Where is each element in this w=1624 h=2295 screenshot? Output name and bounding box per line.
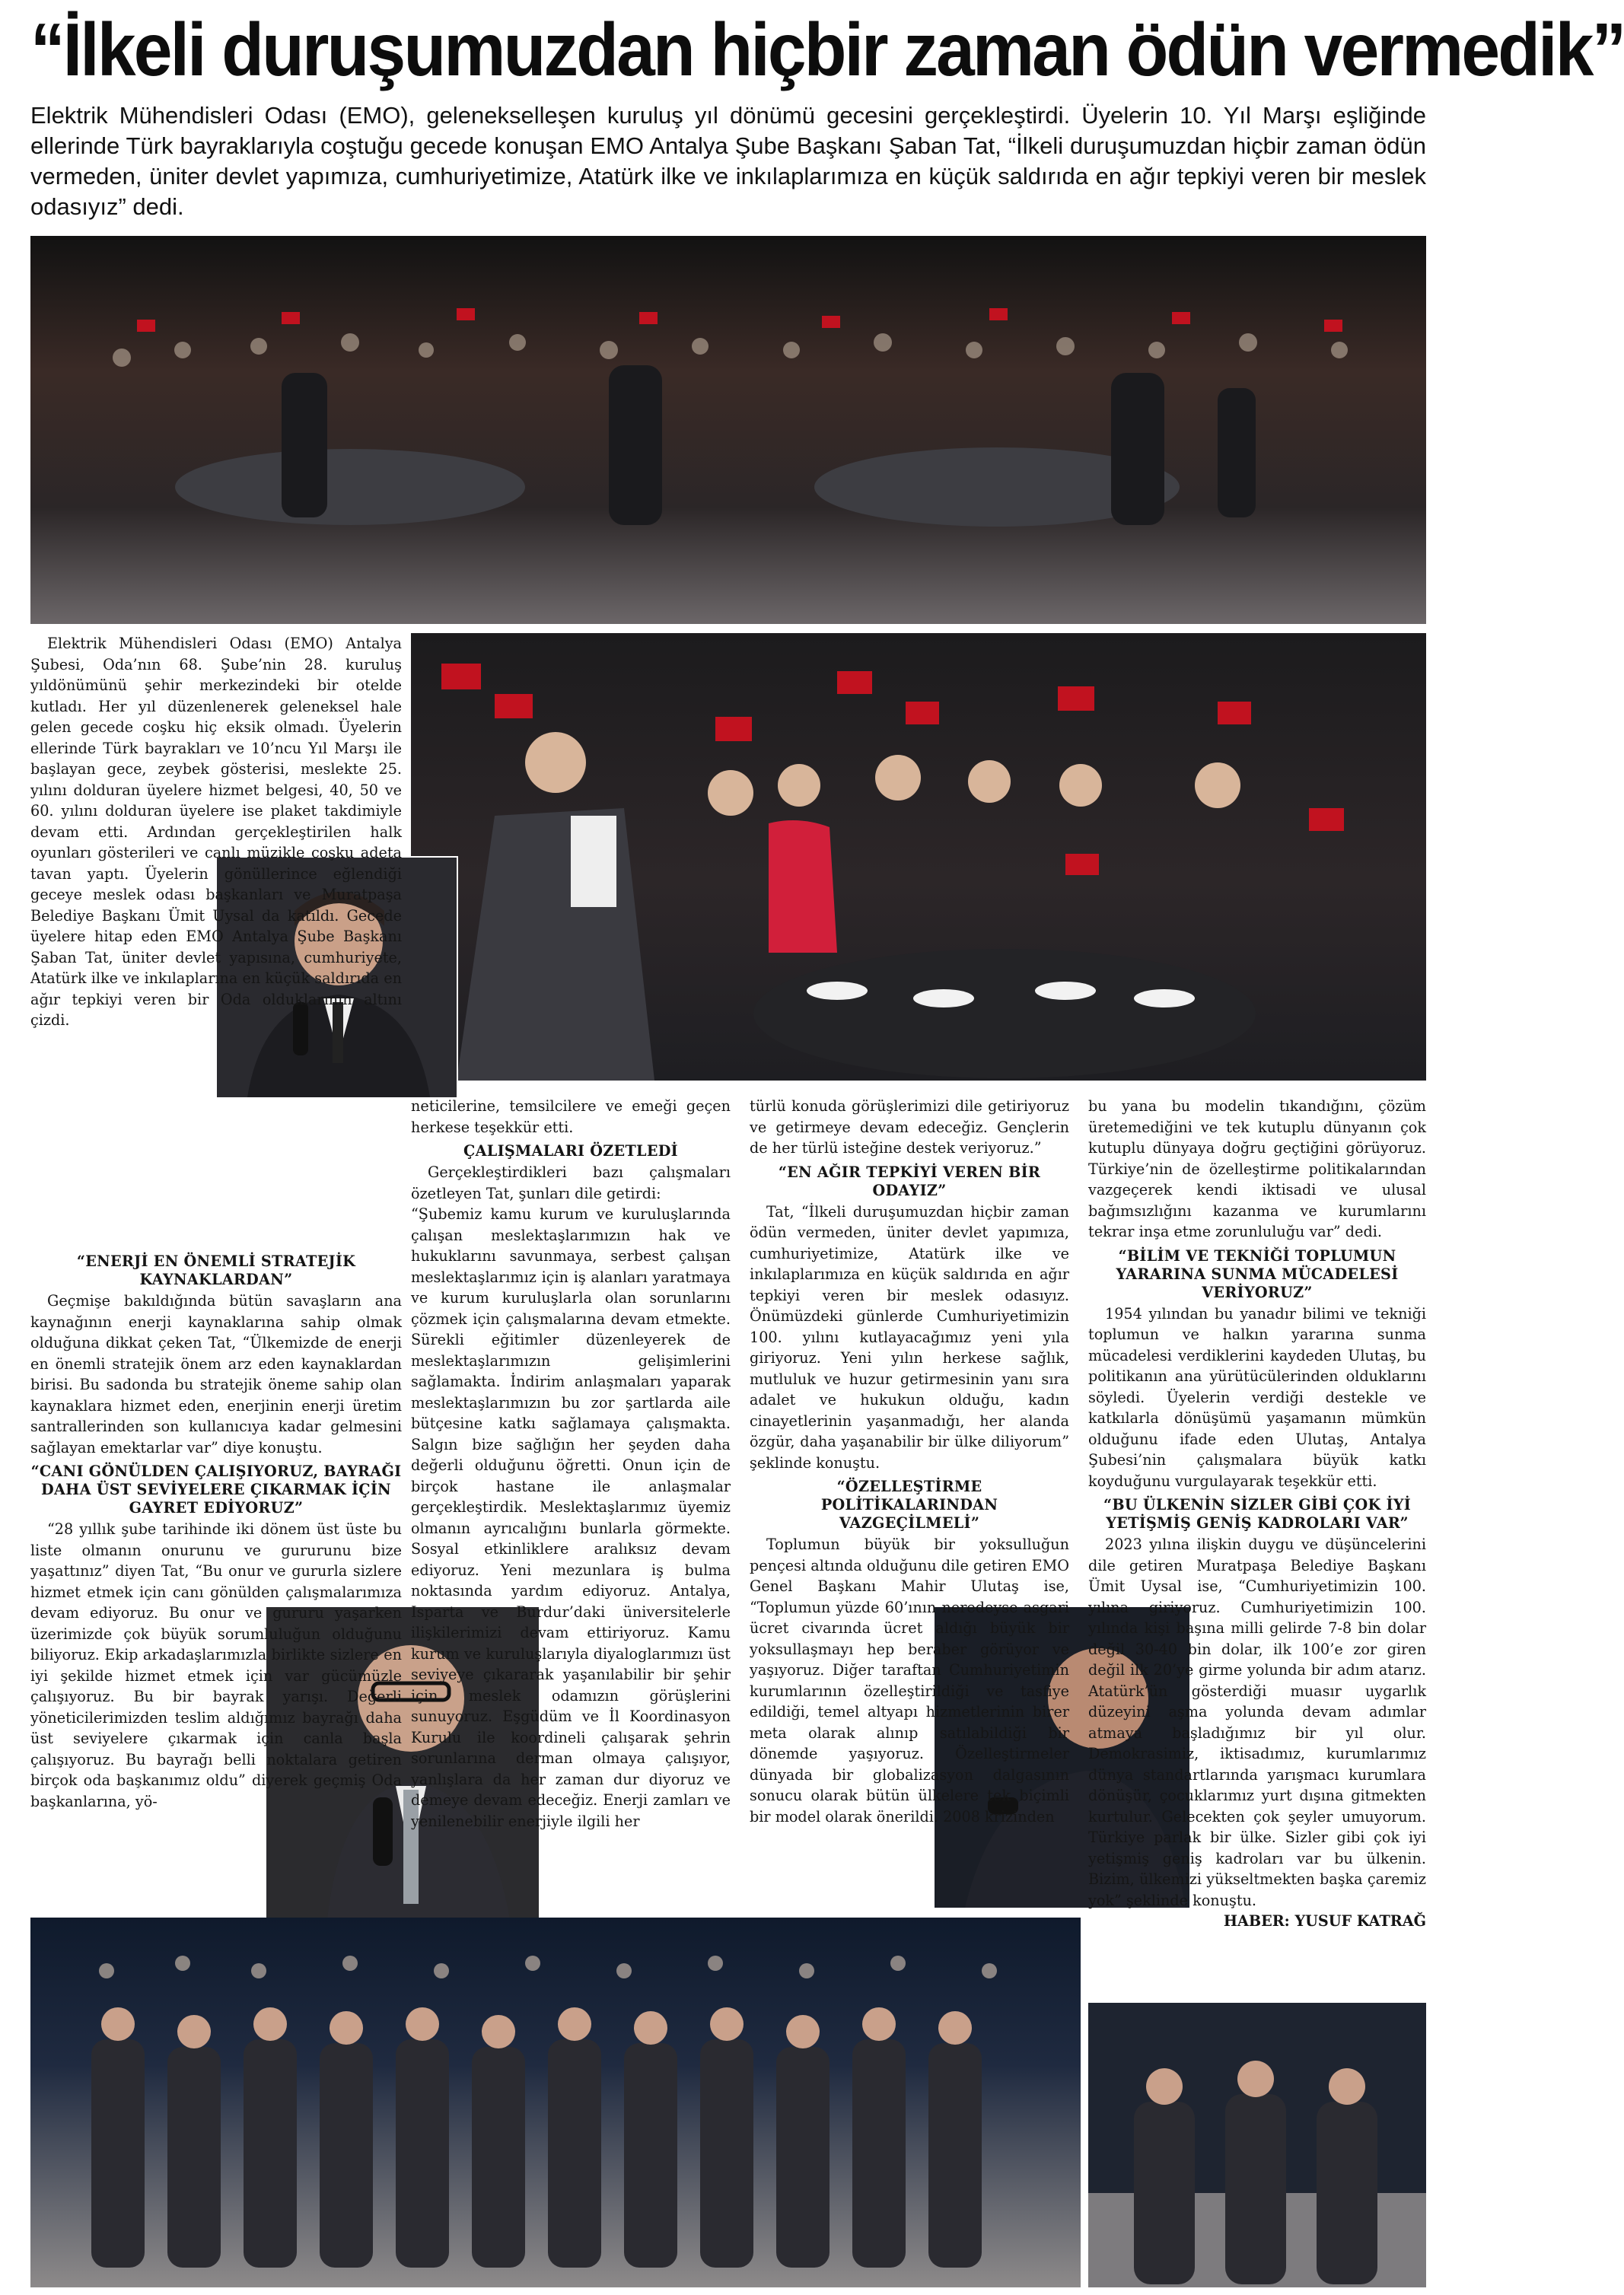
paragraph-summary: “Şubemiz kamu kurum ve kuruluşlarında çalışan meslektaşlarımızın hak ve hukuklarını savunmaya, serbest çalışan meslektaşlarımız için iş alanları yaratmaya ve kurum kuruluşlarla olan sorunlarını çözmek için çalışmalarına devam etmekte. Sürekli eğitimler düzenleyerek de meslektaşlarımızın gelişimlerini sağlamakta. İndirim anlaşmaları yaparak meslektaşlarımızın bu zor şartlarda aile bütçesine katkı sağlamaya çalışmakta. Salgın bize sağlığın her şeyden daha değerli olduğunu öğretti. Onun için de birçok hastane ile anlaşmalar gerçekleştirdik. Meslektaşlarımız üyemiz olmanın ayrıcalığını bunlarla görmekte. Sosyal etkinliklere aralıksız devam ediyoruz. Yeni mezunlara iş bulma noktasında yardım ediyoruz. Antalya, Isparta ve Burdur’daki üniversitelerle ilişkilerimizi devam ettiriyoruz. Kamu kurum ve kuruluşlarıyla diyaloglarımızı üst seviyeye çıkararak yaşanılabilir bir şehir için meslek odamızın görüşlerini sunuyoruz. Eşgüdüm ve İl Koordinasyon Kurulu ile koordineli çalışarak şehrin sorunlarına derman olmaya çalışıyor, yanlışlara da her zaman dur diyoruz ve demeye devam edeceğiz. Enerji zamları ve yenilenebilir enerjiyle ilgili her — [411, 1205, 731, 1830]
column-2 — [411, 1096, 731, 1832]
paragraph-thanks: neticilerine, temsilcilere ve emeği geçen herkese teşekkür etti. — [411, 1097, 731, 1136]
paragraph-working: “28 yıllık şube tarihinde iki dönem üst üste bu liste olmanın onurunu ve gururunu bize yaşattınız” diyen Tat, “Bu onur ve gururla sizlere hizmet etmek için canı gönülden çalışmalarımıza devam ediyoruz. Bu onur ve gururu yaşarken üzerimizde çok büyük sorumluluğun olduğunu biliyoruz. Ekip arkadaşlarımızla birlikte sizlere en iyi şekilde hizmet etmek için var gücümüzle çalışıyoruz. Bu bir bayrak yarışı. Değerli yöneticilerimizden teslim aldığımız bayrağı daha üst seviyelere çıkarmak için canla başla çalışıyoruz. Bu bayrağı belli noktalara getiren birçok oda başkanımız oldu” diyerek geçmiş Oda başkanlarına, yö- — [30, 1520, 402, 1810]
paragraph-model: bu yana bu modelin tıkandığını, çözüm üretemediğini ve tek kutuplu dünyanın çok kutuplu dünyaya doğru geçtiğini görüyoruz. Türkiye’nin de özelleştirme politikalarından vazgeçerek kendi iktisadi ve ulusal bağımsızlığını kazanma ve kurumlarını tekrar inşa etme zorunluluğu var” dedi. — [1088, 1097, 1426, 1240]
subheading-cadres: “BU ÜLKENİN SİZLER GİBİ ÇOK İYİ YETİŞMİŞ GENİŞ KADROLARI VAR” — [1103, 1496, 1412, 1532]
paragraph-opinions: türlü konuda görüşlerimizi dile getiriyoruz ve getirmeye devam edeceğiz. Gençlerin de her türlü isteğine destek veriyoruz.” — [750, 1097, 1069, 1157]
subheading-reaction: “EN AĞIR TEPKİYİ VEREN BİR ODAYIZ” — [778, 1163, 1041, 1199]
award-image — [1088, 2003, 1426, 2287]
lead-paragraph: Elektrik Mühendisleri Odası (EMO), gelenekselleşen kuruluş yıl dönümü gecesini gerçekleştirdi. Üyelerin 10. Yıl Marşı eşliğinde ellerinde Türk bayraklarıyla coştuğu gecede konuşan EMO Antalya Şube Başkanı Şaban Tat, “İlkeli duruşumuzdan hiçbir zaman ödün vermeden, üniter devlet yapımıza, cumhuriyetimize, Atatürk ilke ve inkılaplarımıza en küçük saldırıda en ağır tepkiyi veren bir meslek odasıyız” dedi. — [30, 102, 1426, 220]
byline: HABER: YUSUF KATRAĞ — [1223, 1912, 1426, 1930]
subheading-energy: “ENERJİ EN ÖNEMLİ STRATEJİK KAYNAKLARDAN” — [76, 1253, 356, 1288]
column-1-top — [30, 633, 402, 1031]
paragraph-cadres: 2023 yılına ilişkin duygu ve düşüncelerini dile getiren Muratpaşa Belediye Başkanı Ümit Uysal ise, “Cumhuriyetimizin 100. yılına giriyoruz. Cumhuriyetimizin 100. yılında kişi başına milli gelirde 7-8 bin dolar değil 30-40 bin dolar, ilk 100’e zor giren değil ilk 20’ye girme yolunda bir adım atarız. Atatürk’ün gösterdiği muasır uygarlık düzeyini aşma yolunda devam adımlar atmaya başladığımız bir yıl olur. Demokrasimiz, iktisadımız, kurumlarımız dünya standartlarında yarışmacı kurumlara dönüşür, çocuklarımız yurt dışına gitmekten kurtulur. Gelecekten çok şeyler umuyorum. Türkiye parlak bir ülke. Sizler gibi çok iyi yetişmiş geniş kadroları var bu ülkenin. Bizim, ülkemizi yükseltmekten başka çaremiz yok” şeklinde konuştu. — [1088, 1536, 1426, 1909]
flags-image — [411, 633, 1426, 1081]
subheading-science: “BİLİM VE TEKNİĞİ TOPLUMUN YARARINA SUNMA MÜCADELESİ VERİYORUZ” — [1116, 1246, 1399, 1301]
paragraph-summary-intro: Gerçekleştirdikleri bazı çalışmaları özetleyen Tat, şunları dile getirdi: — [411, 1163, 731, 1202]
column-3 — [750, 1096, 1069, 1827]
column-1-intro: Elektrik Mühendisleri Odası (EMO) Antalya Şubesi, Oda’nın 68. Şube’nin 28. kuruluş yıldönümünü şehir merkezindeki bir otelde kutladı. Her yıl düzenlenerek geleneksel hale gelen gecede coşku hiç eksik olmadı. Üyelerin ellerinde Türk bayrakları ve 10’ncu Yıl Marşı ile başlayan gece, zeybek gösterisi, meslekte 25. yılını dolduran üyelere hizmet belgesi, 40, 50 ve 60. yılını dolduran üyelere ise plaket takdimiyle devam etti. Ardından gerçekleştirilen halk oyunları gösterileri ve canlı müzikle coşku adeta tavan yaptı. Üyelerin gönüllerince eğlendiği geceye meslek odası başkanları ve Muratpaşa Belediye Başkanı Ümit Uysal da katıldı. Gecede üyelere hitap eden EMO Antalya Şube Başkanı Şaban Tat, üniter devlet yapısına, cumhuriyete, Atatürk ilke ve inkılaplarına en küçük saldırıda en ağır tepkiyi veren bir Oda olduklarının altını çizdi. — [30, 635, 402, 1029]
headline: “İlkeli duruşumuzdan hiçbir zaman ödün vermedik” — [30, 8, 1624, 91]
group-image — [30, 1918, 1081, 2287]
members-with-flags-photo — [411, 633, 1426, 1081]
paragraph-privatization: Toplumun büyük bir yoksulluğun pençesi altında olduğunu dile getiren EMO Genel Başkanı Mahir Ulutaş ise, “Toplumun yüzde 60’ının neredeyse asgari ücret civarında ücret aldığı büyük bir yoksullaşmayı hep beraber görüyor ve yaşıyoruz. Diğer taraftan Cumhuriyetimin kurumlarının özelleştirildiği ve tasfiye edildiği, temel altyapı hizmetlerinin birer meta olarak alınıp satılabildiği bir dönemde yaşıyoruz. Özelleştirmeler dünyada bir globalizasyon dalgasının sonucu olarak bütün ülkelere tek biçimli bir model olarak önerildi. 2008 krizinden — [750, 1536, 1069, 1825]
column-1-body — [30, 1248, 402, 1812]
banquet-hall-image — [30, 236, 1426, 624]
group-photo — [30, 1918, 1081, 2287]
column-4 — [1088, 1096, 1426, 1932]
subheading-privatization: “ÖZELLEŞTİRME POLİTİKALARINDAN VAZGEÇİLMELİ” — [820, 1478, 998, 1532]
banquet-hall-photo — [30, 236, 1426, 624]
subheading-working: “CANI GÖNÜLDEN ÇALIŞIYORUZ, BAYRAĞI DAHA ÜST SEVİYELERE ÇIKARMAK İÇİN GAYRET EDİYORUZ” — [30, 1463, 402, 1517]
paragraph-science: 1954 yılından bu yanadır bilimi ve tekniği toplumun ve halkın yararına sunma mücadelesi verdiklerini kaydeden Ulutaş, bu politikanın ana yürütücülerinden olduklarını söyledi. Üyelerin verdiği destekle ve katkılarla dönüşümü yaşamanın mümkün olduğunu ifade eden Ulutaş, Antalya Şubesi’nin çalışmalara büyük katkı koyduğunu vurgulayarak teşekkür etti. — [1088, 1304, 1426, 1490]
award-ceremony-photo — [1088, 2003, 1426, 2287]
subheading-summary: ÇALIŞMALARI ÖZETLEDİ — [463, 1142, 678, 1160]
paragraph-energy: Geçmişe bakıldığında bütün savaşların ana kaynağının enerji kaynaklarına sahip olmak olduğuna dikkat çeken Tat, “Ülkemizde de enerji en önemli stratejik önem arz eden kaynaklardan birisi. Bu sadonda bu stratejik öneme sahip olan kaynaklara hizmet eden, enerjinin enerji üretim santrallerinden son kullanıcıya kadar gelmesini sağlayan emektarlar var” diye konuştu. — [30, 1292, 402, 1456]
paragraph-reaction: Tat, “İlkeli duruşumuzdan hiçbir zaman ödün vermeden, üniter devlet yapımıza, cumhuriyetimize, Atatürk ilke ve inkılaplarımıza en küçük saldırıda en ağır tepkiyi veren bir meslek odasıyız. Önümüzdeki günlerde Cumhuriyetimizin 100. yılını kutlayacağımız yeni yıla giriyoruz. Yeni yılın herkese sağlık, mutluluk ve huzur getirmesinin yanı sıra adalet ve hukukun olduğu, kadın cinayetlerinin yaşanmadığı, her alanda özgür, daha yaşanabilir bir ülke diliyorum” şeklinde konuştu. — [750, 1202, 1069, 1472]
